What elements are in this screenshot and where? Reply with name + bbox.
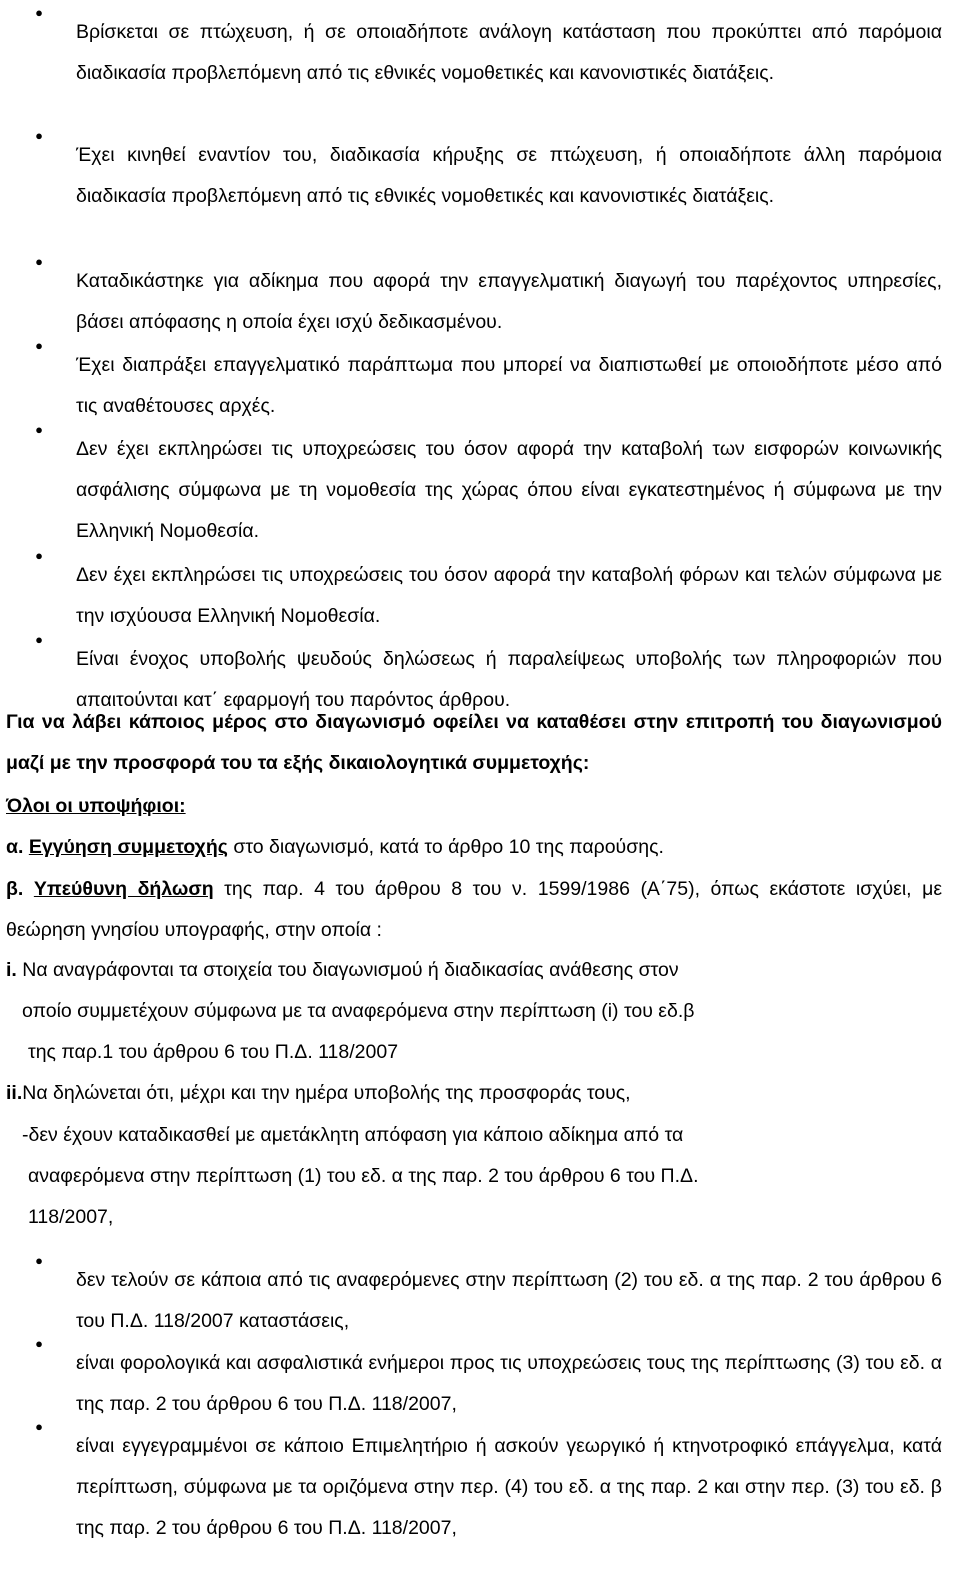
list-item-text: Καταδικάστηκε για αδίκημα που αφορά την επαγγελματική διαγωγή του παρέχοντος υπηρεσίες, βάσει απόφασης η οποία έχει ισχύ δεδικασμένου. bbox=[76, 269, 942, 333]
bullet-icon: ● bbox=[35, 1336, 43, 1351]
bullet-icon: ● bbox=[35, 1253, 43, 1268]
bullet-icon: ● bbox=[35, 548, 43, 563]
list-item bbox=[0, 115, 960, 236]
item-a bbox=[6, 827, 942, 868]
list-item-text: Δεν έχει εκπληρώσει τις υποχρεώσεις του όσον αφορά την καταβολή των εισφορών κοινωνικής ασφάλισης σύμφωνα με τη νομοθεσία της χώρας όπου είναι εγκατεστημένος ή σύμφωνα με την Ελληνική Νομοθεσία. bbox=[76, 437, 942, 542]
list-item bbox=[0, 1406, 960, 1568]
list-item-text: Βρίσκεται σε πτώχευση, ή σε οποιαδήποτε ανάλογη κατάσταση που προκύπτει από παρόμοια διαδικασία προβλεπόμενη από τις εθνικές νομοθετικές και κανονιστικές διατάξεις. bbox=[76, 20, 942, 84]
bullet-icon: ● bbox=[35, 5, 43, 20]
list-item-text: δεν τελούν σε κάποια από τις αναφερόμενες στην περίπτωση (2) του εδ. α της παρ. 2 του άρθρου 6 του Π.Δ. 118/2007 καταστάσεις, bbox=[76, 1268, 942, 1332]
sub-ii-line-4: 118/2007, bbox=[28, 1206, 114, 1228]
sub-i-marker: i. bbox=[6, 959, 17, 981]
bullet-icon: ● bbox=[35, 254, 43, 269]
bullet-icon: ● bbox=[35, 422, 43, 437]
list-item-text: είναι φορολογικά και ασφαλιστικά ενήμεροι προς τις υποχρεώσεις τους της περίπτωσης (3) του εδ. α της παρ. 2 του άρθρου 6 του Π.Δ. 118/2007, bbox=[76, 1351, 942, 1415]
participation-requirements-paragraph: Για να λάβει κάποιος μέρος στο διαγωνισμό οφείλει να καταθέσει στην επιτροπή του διαγωνισμού μαζί με την προσφορά του τα εξής δικαιολογητικά συμμετοχής: bbox=[6, 711, 942, 774]
item-a-text: στο διαγωνισμό, κατά το άρθρο 10 της παρούσης. bbox=[227, 836, 664, 858]
item-b bbox=[6, 869, 942, 951]
item-b-text: της παρ. 4 του άρθρου 8 του ν. 1599/1986 (Α΄75), όπως εκάστοτε ισχύει, με θεώρηση γνησίου υπογραφής, στην οποία : bbox=[6, 878, 943, 941]
list-item-text: Δεν έχει εκπληρώσει τις υποχρεώσεις του όσον αφορά την καταβολή φόρων και τελών σύμφωνα με την ισχύουσα Ελληνική Νομοθεσία. bbox=[76, 563, 942, 627]
item-b-marker: β. bbox=[6, 878, 24, 900]
sub-ii-line-2: -δεν έχουν καταδικασθεί με αμετάκλητη απόφαση για κάποιο αδίκημα από τα bbox=[22, 1124, 684, 1146]
sub-ii-marker: ii. bbox=[6, 1082, 23, 1104]
bullet-icon: ● bbox=[35, 1419, 43, 1434]
list-item-text: Είναι ένοχος υποβολής ψευδούς δηλώσεως ή παραλείψεως υποβολής των πληροφοριών που απαιτούνται κατ΄ εφαρμογή του παρόντος άρθρου. bbox=[76, 647, 942, 711]
all-candidates-heading: Όλοι οι υποψήφιοι: bbox=[6, 795, 186, 817]
item-a-marker: α. bbox=[6, 836, 24, 858]
bullet-icon: ● bbox=[35, 128, 43, 143]
sub-i-line-2: οποίο συμμετέχουν σύμφωνα με τα αναφερόμενα στην περίπτωση (i) του εδ.β bbox=[22, 1000, 695, 1022]
list-item-text: Έχει κινηθεί εναντίον του, διαδικασία κήρυξης σε πτώχευση, ή οποιαδήποτε άλλη παρόμοια διαδικασία προβλεπόμενη από τις εθνικές νομοθετικές και κανονιστικές διατάξεις. bbox=[76, 143, 942, 207]
sub-ii-line-3: αναφερόμενα στην περίπτωση (1) του εδ. α της παρ. 2 του άρθρου 6 του Π.Δ. bbox=[28, 1165, 699, 1187]
item-a-title: Εγγύηση συμμετοχής bbox=[28, 836, 228, 858]
bullet-icon: ● bbox=[35, 632, 43, 647]
list-item-text: είναι εγγεγραμμένοι σε κάποιο Επιμελητήριο ή ασκούν γεωργικό ή κτηνοτροφικό επάγγελμα, κατά περίπτωση, σύμφωνα με τα οριζόμενα στην περ. (4) του εδ. α της παρ. 2 και στην περ. (3) του εδ. β της παρ. 2 του άρθρου 6 του Π.Δ. 118/2007, bbox=[76, 1434, 942, 1539]
sub-ii-line-1: ii.Να δηλώνεται ότι, μέχρι και την ημέρα υποβολής της προσφοράς τους, bbox=[6, 1082, 631, 1104]
sub-i-line-1: i. Να αναγράφονται τα στοιχεία του διαγωνισμού ή διαδικασίας ανάθεσης στον bbox=[6, 959, 679, 981]
list-item bbox=[0, 0, 960, 113]
sub-i-line-3: της παρ.1 του άρθρου 6 του Π.Δ. 118/2007 bbox=[28, 1041, 399, 1063]
list-item-text: Έχει διαπράξει επαγγελματικό παράπτωμα που μπορεί να διαπιστωθεί με οποιοδήποτε μέσο από τις αναθέτουσες αρχές. bbox=[76, 353, 942, 417]
item-b-title: Υπεύθυνη δήλωση bbox=[33, 878, 214, 900]
bullet-icon: ● bbox=[35, 338, 43, 353]
